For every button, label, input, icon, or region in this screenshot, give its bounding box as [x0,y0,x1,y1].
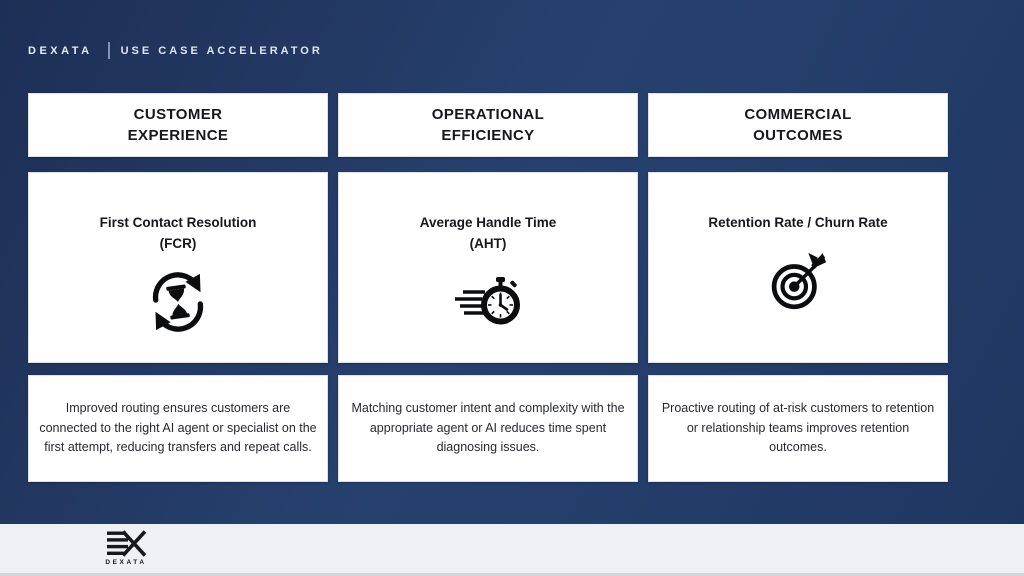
cycle-hourglass-icon [147,271,209,338]
dexata-logo-mark [104,530,148,557]
metric-title: First Contact Resolution [99,215,257,230]
metric-abbr: (FCR) [159,235,197,251]
footer-band [0,524,1024,573]
header-title-line: COMMERCIAL [744,106,852,123]
metric-title: Average Handle Time [419,215,557,230]
header-title-line: EFFICIENCY [441,127,535,144]
brand-name: DEXATA [28,44,93,57]
dexata-logo [104,530,148,566]
header-title-line: OUTCOMES [753,127,843,144]
brand-separator [108,42,110,59]
dexata-logo-label: DEXATA [105,559,147,566]
description-text: Proactive routing of at-risk customers to retention or relationship teams improves retention outcomes. [661,401,935,455]
target-dart-icon [768,250,828,317]
speed-stopwatch-icon [451,271,525,336]
metric-card-aht [338,172,638,363]
header-title-line: EXPERIENCE [127,127,229,144]
metric-title: Retention Rate / Churn Rate [708,215,888,230]
brand-tagline: USE CASE ACCELERATOR [120,44,323,57]
metric-abbr: (AHT) [469,235,507,251]
header-card-customer-experience [28,93,328,157]
brand-bar [28,42,323,59]
header-card-commercial-outcomes [648,93,948,157]
description-text: Improved routing ensures customers are connected to the right AI agent or specialist on the first attempt, reducing transfers and repeat calls. [39,401,317,455]
metric-card-fcr [28,172,328,363]
description-card-retention [648,375,948,482]
metric-card-retention [648,172,948,363]
header-title-line: OPERATIONAL [431,106,545,123]
description-card-fcr [28,375,328,482]
description-text: Matching customer intent and complexity with the appropriate agent or AI reduces time spent diagnosing issues. [351,401,625,455]
header-card-operational-efficiency [338,93,638,157]
header-title-line: CUSTOMER [133,106,223,123]
description-card-aht [338,375,638,482]
